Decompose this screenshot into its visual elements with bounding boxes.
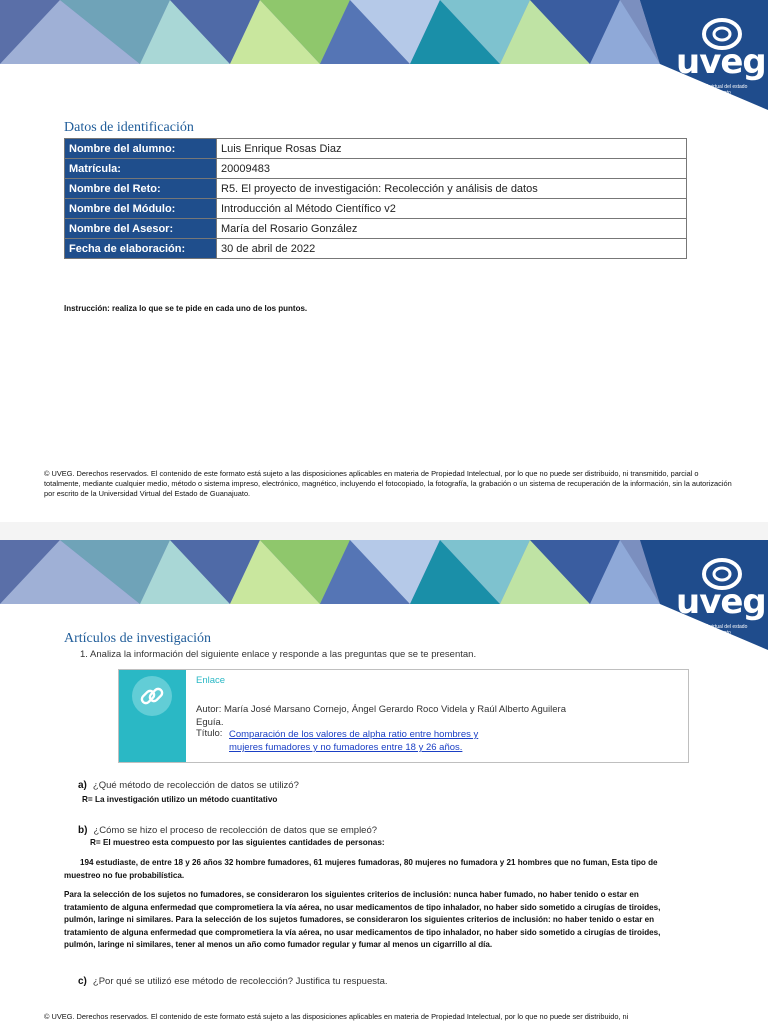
identification-value: Luis Enrique Rosas Diaz [217,139,687,159]
question-b [78,825,377,836]
identification-value: María del Rosario González [217,219,687,239]
question-a-label: a) [78,780,87,791]
question-a-text: ¿Qué método de recolección de datos se utilizó? [92,780,299,791]
uveg-logo: uveg [676,582,766,622]
answer-b-paragraph-1: 194 estudiaste, de entre 18 y 26 años 32 hombre fumadores, 61 mujeres fumadoras, 80 mujeres no fumadora y 21 hombres que no fuman, Esta tipo de muestreo no fue probabilística. [64,858,658,880]
identification-label: Nombre del alumno: [65,139,217,159]
link-card-author: Autor: María José Marsano Cornejo, Ángel Gerardo Roco Videla y Raúl Alberto Aguilera Eguía. [196,704,566,728]
answer-a: R= La investigación utilizo un método cuantitativo [82,795,278,804]
identification-label: Nombre del Asesor: [65,219,217,239]
identification-row [65,159,687,179]
uveg-logo-subtitle: universidad virtual del estado de guanajuato [682,84,748,96]
identification-label: Fecha de elaboración: [65,239,217,259]
identification-row [65,179,687,199]
uveg-logo: uveg [676,42,766,82]
identification-label: Matrícula: [65,159,217,179]
identification-value: 20009483 [217,159,687,179]
copyright-notice: © UVEG. Derechos reservados. El contenido de este formato está sujeto a las disposiciones aplicables en materia de Propiedad Intelectual, por lo que no puede ser distribuido, ni transmitido, parcial o totalmente, mediante cualquier medio, método o sistema impreso, electrónico, magnético, incluyendo el fotocopiado, la fotografía, la grabación o un sistema de recuperación de la información, sin la autorización por escrito de la Universidad Virtual del Estado de Guanajuato. [44,469,732,498]
identification-label: Nombre del Módulo: [65,199,217,219]
identification-row [65,139,687,159]
question-a [78,780,299,791]
link-card-title-label: Título: [196,728,223,739]
link-card-icon-box [119,670,186,762]
question-c [78,976,388,987]
answer-b: R= El muestreo esta compuesto por las siguientes cantidades de personas: [90,838,385,847]
link-card [118,669,689,763]
identification-value: Introducción al Método Científico v2 [217,199,687,219]
identification-value: R5. El proyecto de investigación: Recolección y análisis de datos [217,179,687,199]
section-title-identificacion: Datos de identificación [64,120,194,135]
identification-label: Nombre del Reto: [65,179,217,199]
identification-value: 30 de abril de 2022 [217,239,687,259]
answer-b-paragraph-2: Para la selección de los sujetos no fumadores, se consideraron los siguientes criterios de inclusión: nunca haber fumado, no haber tenido o estar en tratamiento de alguna enfermedad que comprometiera la vía aérea, no usar medicamentos de tipo inhalador, no haber sido sometido a cirugías de tiroides, pulmón, laringe ni similares. Para la selección de los sujetos fumadores, se consideraron los siguientes criterios de inclusión: no haber tenido o estar en tratamiento de alguna enfermedad que comprometiera la vía aérea, no usar medicamentos de tipo inhalador, no haber sido sometido a cirugías de tiroides, pulmón, laringe ni similares, tener al menos un año como fumador regular y fumar al menos un cigarrillo al día. [64,890,661,950]
identification-row [65,199,687,219]
page-separator [0,522,768,540]
link-icon [132,676,172,716]
question-c-text: ¿Por qué se utilizó ese método de recolección? Justifica tu respuesta. [92,976,388,987]
identification-table [64,138,687,259]
identification-row [65,239,687,259]
question-b-label: b) [78,825,88,836]
question-c-label: c) [78,976,87,987]
section-title-articulos: Artículos de investigación [64,631,211,646]
question-b-text: ¿Cómo se hizo el proceso de recolección de datos que se empleó? [93,825,378,836]
instruction-text: Instrucción: realiza lo que se te pide en cada uno de los puntos. [64,304,308,313]
link-card-heading: Enlace [196,675,226,686]
question-1-intro: 1. Analiza la información del siguiente enlace y responde a las preguntas que se te presentan. [80,649,477,660]
copyright-notice-page-2: © UVEG. Derechos reservados. El contenido de este formato está sujeto a las disposiciones aplicables en materia de Propiedad Intelectual, por lo que no puede ser distribuido, ni [44,1012,629,1021]
uveg-logo-subtitle: universidad virtual del estado de guanajuato [682,624,748,636]
identification-row [65,219,687,239]
article-link[interactable]: Comparación de los valores de alpha ratio entre hombres y mujeres fumadores y no fumadores entre 18 y 26 años. [229,729,479,753]
